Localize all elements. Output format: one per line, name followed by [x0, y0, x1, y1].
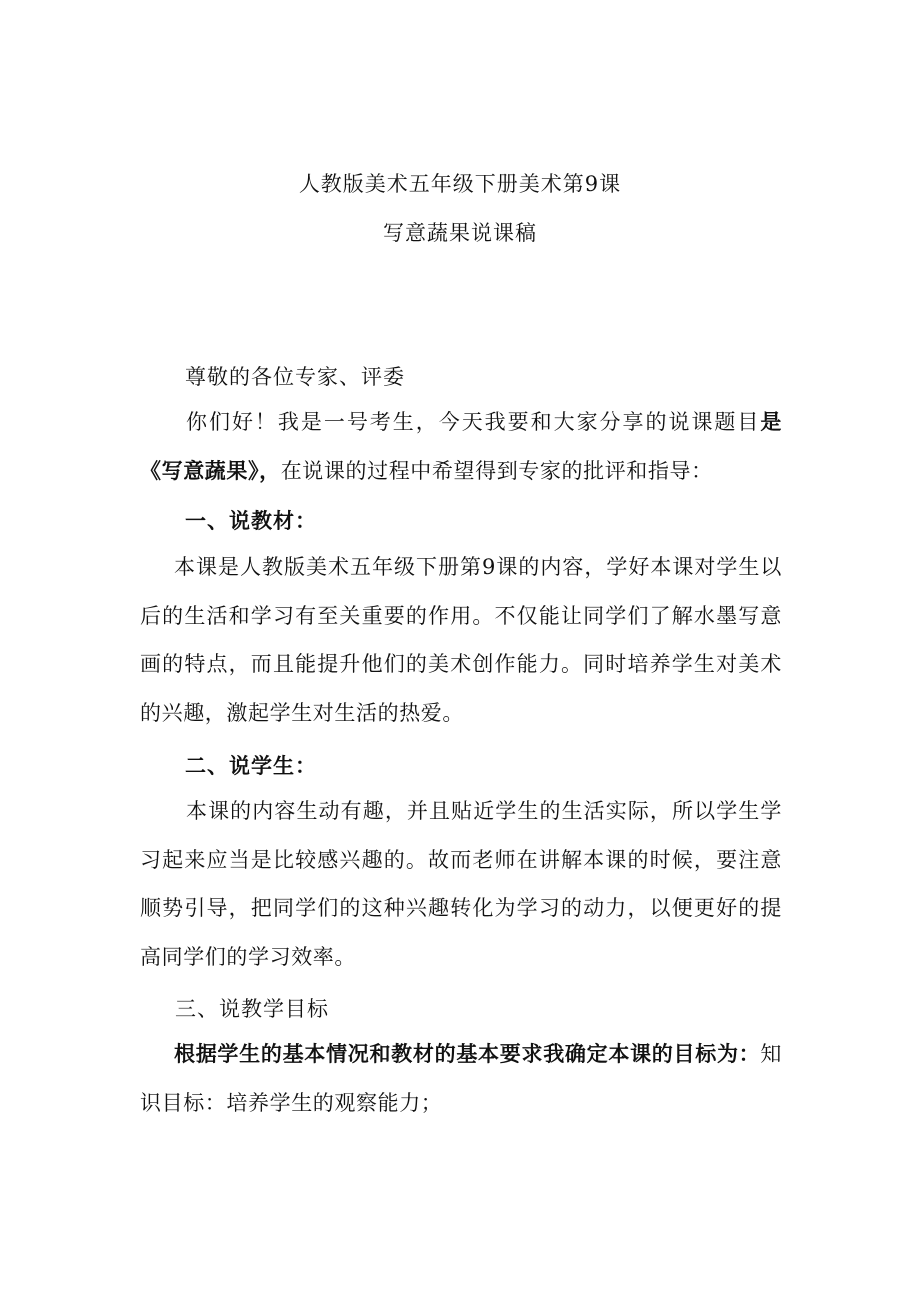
salutation: 尊敬的各位专家、评委	[185, 365, 405, 389]
document-subtitle: 写意蔬果说课稿	[383, 221, 537, 245]
intro-text-bold: 是《写意蔬果》，	[140, 409, 782, 483]
section-heading-textbook: 一、说教材：	[185, 508, 317, 533]
section-heading-objectives: 三、说教学目标	[175, 997, 329, 1021]
section-heading-students: 二、说学生：	[185, 753, 317, 778]
objectives-text-rest: 知识目标：培养学生的观察能力；	[140, 1042, 782, 1115]
section-body-students: 本课的内容生动有趣，并且贴近学生的生活实际，所以学生学习起来应当是比较感兴趣的。故而老师在讲解本课的时候，要注意顺势引导，把同学们的这种兴趣转化为学习的动力，以便更好的提高同学们的学习效率。	[140, 799, 782, 969]
section-body-objectives	[140, 1030, 782, 1127]
intro-text-1: 你们好！我是一号考生，今天我要和大家分享的说课题目	[186, 410, 761, 434]
intro-paragraph	[140, 398, 782, 495]
intro-text-2: 在说课的过程中希望得到专家的批评和指导：	[280, 458, 713, 483]
objectives-text-bold: 根据学生的基本情况和教材的基本要求我确定本课的目标为：	[174, 1041, 761, 1066]
document-title: 人教版美术五年级下册美术第9课	[298, 172, 622, 196]
section-body-textbook: 本课是人教版美术五年级下册第9课的内容，学好本课对学生以后的生活和学习有至关重要的作用。不仅能让同学们了解水墨写意画的特点，而且能提升他们的美术创作能力。同时培养学生对美术的兴趣，激起学生对生活的热爱。	[140, 555, 782, 725]
